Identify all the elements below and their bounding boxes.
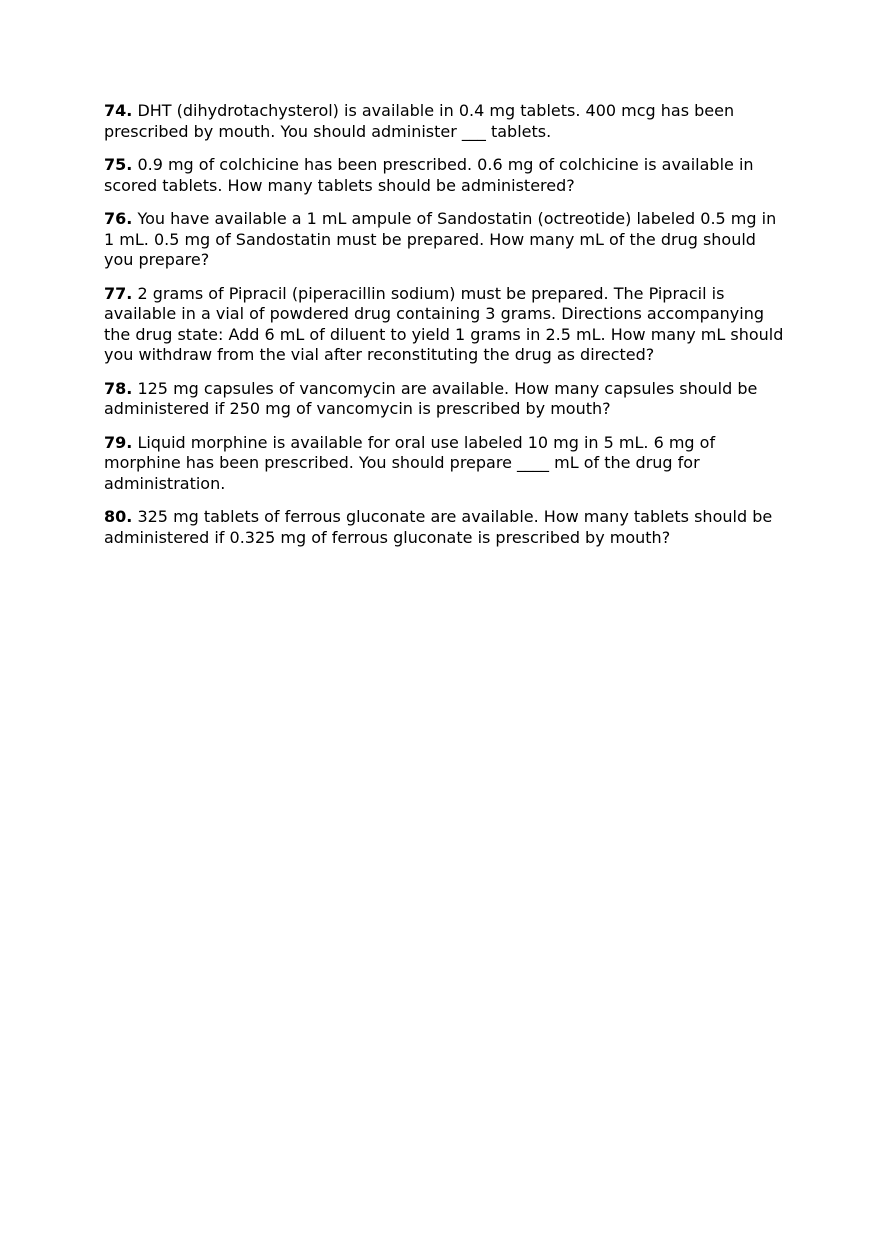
question-77 — [104, 284, 784, 366]
question-74 — [104, 101, 784, 142]
question-number: 76. — [104, 209, 133, 228]
question-76 — [104, 209, 784, 271]
question-number: 78. — [104, 378, 133, 398]
question-number: 74. — [104, 101, 133, 120]
question-text: 2 grams of Pipracil (piperacillin sodium) must be prepared. The Pipracil is available in a vial of powdered drug containing 3 grams. Directions accompanying the drug state: Add 6 mL of diluent to yield 1 grams in 2.5 mL. How many mL should you withdraw from the vial after reconstituting the drug as directed? — [104, 283, 784, 364]
question-text: DHT (dihydrotachysterol) is available in 0.4 mg tablets. 400 mcg has been prescribed by mouth. You should administer ___ tablets. — [104, 101, 735, 141]
question-text: 0.9 mg of colchicine has been prescribed. 0.6 mg of colchicine is available in scored tablets. How many tablets should be administered? — [104, 155, 754, 195]
question-number: 75. — [104, 155, 133, 174]
question-number: 77. — [104, 283, 133, 303]
question-text: Liquid morphine is available for oral use labeled 10 mg in 5 mL. 6 mg of morphine has been prescribed. You should prepare ____ mL of the drug for administration. — [104, 432, 716, 493]
question-number: 80. — [104, 507, 133, 526]
question-80 — [104, 507, 784, 548]
question-78 — [104, 379, 784, 420]
question-text: 125 mg capsules of vancomycin are available. How many capsules should be administered if 250 mg of vancomycin is prescribed by mouth? — [104, 378, 758, 418]
question-text: You have available a 1 mL ampule of Sandostatin (octreotide) labeled 0.5 mg in 1 mL. 0.5 mg of Sandostatin must be prepared. How many mL of the drug should you prepare? — [104, 209, 777, 269]
question-79 — [104, 433, 784, 495]
question-75 — [104, 155, 784, 196]
question-number: 79. — [104, 432, 133, 452]
question-text: 325 mg tablets of ferrous gluconate are available. How many tablets should be administered if 0.325 mg of ferrous gluconate is prescribed by mouth? — [104, 507, 773, 547]
